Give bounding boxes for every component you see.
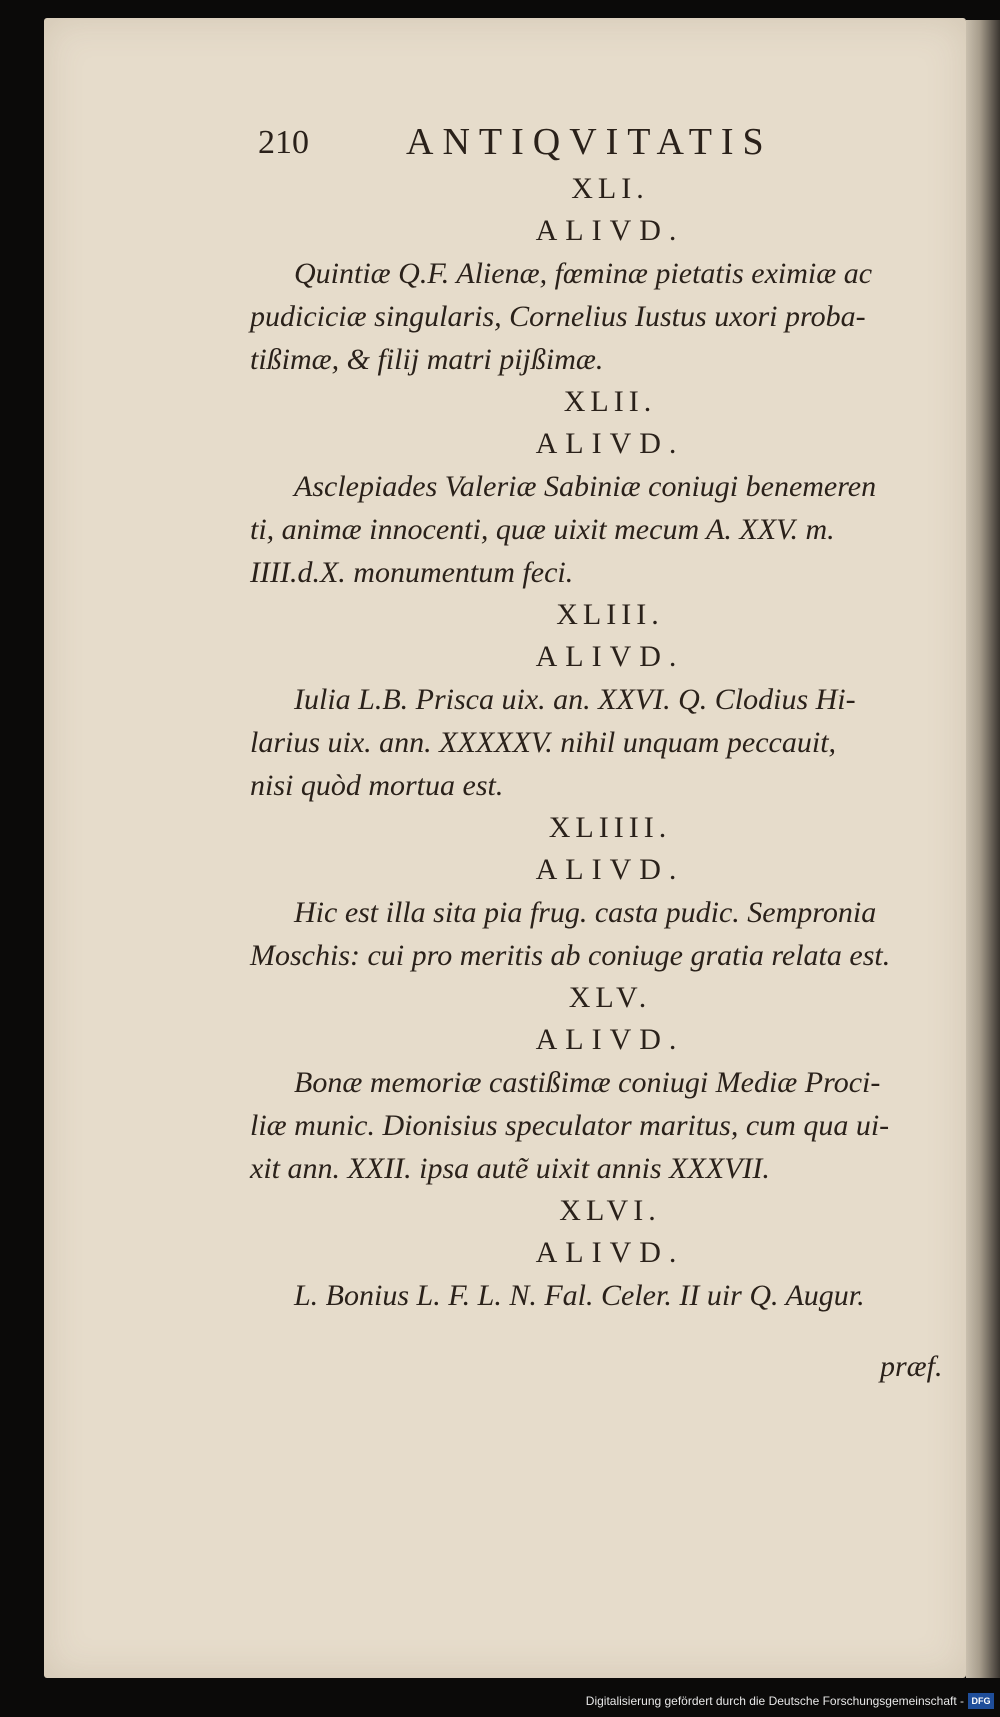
inscription-text: [250, 678, 970, 807]
section-heading: ALIVD.: [535, 853, 685, 886]
section-heading: ALIVD.: [535, 427, 685, 460]
inscription-section: [250, 807, 970, 977]
inscription-section: [250, 168, 970, 381]
inscription-text: [250, 465, 970, 594]
inscription-section: [250, 594, 970, 807]
section-heading: ALIVD.: [535, 214, 685, 247]
inscription-section: [250, 977, 970, 1190]
text-line: L. Bonius L. F. L. N. Fal. Celer. II uir Q. Augur.: [294, 1279, 865, 1312]
section-heading: ALIVD.: [535, 640, 685, 673]
text-line: Hic est illa sita pia frug. casta pudic. Sempronia: [294, 896, 877, 929]
text-line: Moschis: cui pro meritis ab coniuge gratia relata est.: [250, 939, 891, 972]
page-number: 210: [258, 124, 309, 161]
digitization-credit: Digitalisierung gefördert durch die Deutsche Forschungsgemeinschaft -: [585, 1694, 964, 1708]
text-line: tißimæ, & filij matri pijßimæ.: [250, 343, 604, 376]
section-number: XLV.: [568, 981, 652, 1014]
section-number: XLIIII.: [548, 811, 672, 844]
section-heading: ALIVD.: [535, 1236, 685, 1269]
inscription-text: [250, 252, 970, 381]
inscription-text: [250, 1274, 970, 1317]
inscription-section: [250, 381, 970, 594]
text-line: ti, animæ innocenti, quæ uixit mecum A. XXV. m.: [250, 513, 835, 546]
page-edge-shadow: [966, 20, 1000, 1678]
inscription-text: [250, 1061, 970, 1190]
text-line: Bonæ memoriæ castißimæ coniugi Mediæ Proci-: [294, 1066, 881, 1099]
dfg-logo-icon: DFG: [968, 1693, 994, 1709]
text-line: pudiciciæ singularis, Cornelius Iustus uxori proba-: [250, 300, 866, 333]
text-line: xit ann. XXII. ipsa autẽ uixit annis XXXVII.: [250, 1152, 770, 1185]
text-line: liæ munic. Dionisius speculator maritus, cum qua ui-: [250, 1109, 890, 1142]
section-number: XLII.: [563, 385, 657, 418]
running-title: ANTIQVITATIS: [406, 121, 773, 163]
catchword: præf.: [880, 1350, 943, 1383]
section-heading: ALIVD.: [535, 1023, 685, 1056]
text-block: [250, 168, 970, 1317]
text-line: Asclepiades Valeriæ Sabiniæ coniugi benemeren: [294, 470, 877, 503]
text-line: larius uix. ann. XXXXXV. nihil unquam peccauit,: [250, 726, 837, 759]
text-line: IIII.d.X. monumentum feci.: [250, 556, 574, 589]
text-line: Quintiæ Q.F. Alienæ, fœminæ pietatis eximiæ ac: [294, 257, 873, 290]
inscription-text: [250, 891, 970, 977]
inscription-section: [250, 1190, 970, 1317]
text-line: nisi quòd mortua est.: [250, 769, 504, 802]
section-number: XLI.: [571, 172, 649, 205]
digitization-footer: [0, 1690, 1000, 1717]
section-number: XLIII.: [556, 598, 664, 631]
text-line: Iulia L.B. Prisca uix. an. XXVI. Q. Clodius Hi-: [294, 683, 856, 716]
section-number: XLVI.: [559, 1194, 661, 1227]
